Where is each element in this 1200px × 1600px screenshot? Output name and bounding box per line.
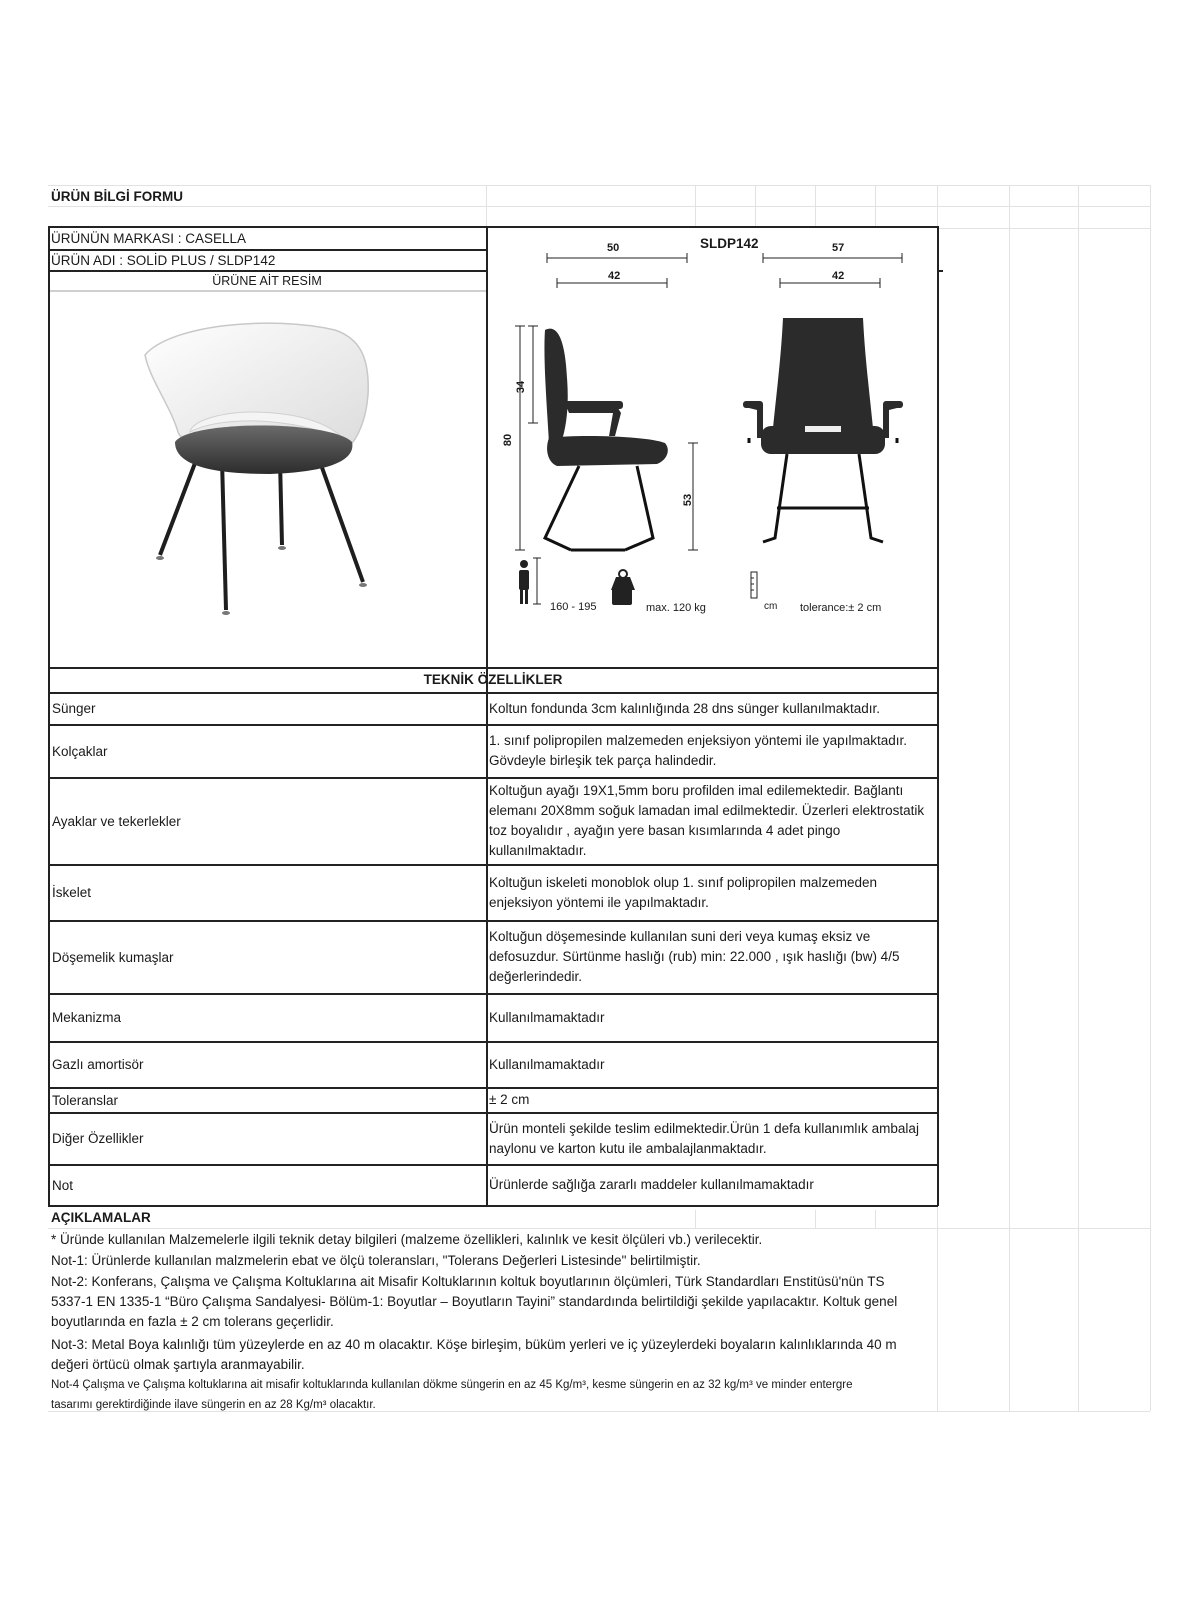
spec-value: Koltuğun ayağı 19X1,5mm boru profilden imal edilemektedir. Bağlantı elemanı 20X8mm soğuk lamadan imal edilmektedir. Üzerleri elektrostatik toz boyalıdır , ayağın yere basan kısımlarında 4 adet pingo kullanılmaktadır. [489, 783, 925, 858]
technical-drawing [487, 238, 937, 658]
weight-icon [611, 570, 635, 605]
spec-label: Döşemelik kumaşlar [52, 949, 174, 965]
spec-value: Ürün monteli şekilde teslim edilmektedir.Ürün 1 defa kullanımlık ambalaj naylonu ve karton kutu ile ambalajlanmaktadır. [489, 1120, 919, 1156]
spec-label: Gazlı amortisör [52, 1057, 144, 1072]
spec-label: Mekanizma [52, 1010, 122, 1025]
spec-label: Diğer Özellikler [52, 1131, 144, 1146]
tolerance-text: tolerance:± 2 cm [800, 602, 882, 614]
spec-label: Ayaklar ve tekerlekler [52, 813, 181, 829]
chair-seat-cushion [175, 426, 352, 475]
spec-label: Toleranslar [52, 1092, 119, 1108]
product-photo [130, 320, 390, 630]
note-2-line-3: boyutlarında en fazla ± 2 cm tolerans geçerlidir. [51, 1314, 334, 1329]
spec-label: Not [52, 1177, 74, 1193]
person-icon [519, 558, 541, 604]
spec-label: Sünger [52, 701, 96, 716]
specs-heading: TEKNİK ÖZELLİKLER [423, 672, 563, 687]
unit-text: cm [764, 601, 778, 612]
note-3-line-1: Not-3: Metal Boya kalınlığı tüm yüzeylerde en az 40 m olacaktır. Köşe birleşim, büküm yerleri ve iç yüzeylerdeki boyaların kalınlıklarında 40 m [51, 1337, 897, 1352]
chair-leg-front-left [222, 460, 226, 610]
dim-inner-left: 42 [608, 270, 621, 282]
notes-heading: AÇIKLAMALAR [51, 1210, 151, 1225]
front-view-chair [743, 318, 903, 542]
max-weight-text: max. 120 kg [646, 602, 706, 614]
spec-value: Koltuğun döşemesinde kullanılan suni deri veya kumaş eksiz ve defosuzdur. Sürtünme haslığı (rub) min: 22.000 , ışık haslığı (bw) 4/5 değerlerindedir. [489, 929, 900, 984]
note-3-line-2: değeri örtücü olmak şartıyla aranmayabilir. [51, 1357, 305, 1372]
model-code: SLDP142 [700, 236, 759, 251]
spec-value: Koltun fondunda 3cm kalınlığında 28 dns sünger kullanılmaktadır. [489, 700, 880, 716]
side-view-chair [544, 329, 667, 550]
dim-seat: 53 [682, 493, 695, 507]
note-star: * Üründe kullanılan Malzemelerle ilgili teknik detay bilgileri (malzeme özellikleri, kalınlık ve kesit ölçüleri vb.) verilecektir. [51, 1232, 763, 1247]
form-title: ÜRÜN BİLGİ FORMU [51, 189, 183, 204]
spec-value: 1. sınıf polipropilen malzemeden enjeksiyon yöntemi ile yapılmaktadır. Gövdeyle birleşik tek parça halindedir. [489, 733, 907, 768]
note-4-line-2: tasarımı gerektirdiğinde ilave süngerin en az 28 Kg/m³ olacaktır. [51, 1399, 376, 1411]
weight-badge: kg [627, 606, 636, 613]
spec-value: Kullanılmamaktadır [489, 1056, 605, 1072]
brand-field: ÜRÜNÜN MARKASI : CASELLA [51, 231, 247, 246]
dim-top-right: 57 [832, 242, 845, 254]
spec-label: İskelet [52, 885, 92, 900]
image-caption: ÜRÜNE AİT RESİM [212, 274, 322, 288]
note-2-line-2: 5337-1 EN 1335-1 “Büro Çalışma Sandalyesi- Bölüm-1: Boyutlar – Boyutların Tayini” standardında belirtildiği şekilde yapılacaktır. Koltuk genel [51, 1294, 898, 1309]
note-2-line-1: Not-2: Konferans, Çalışma ve Çalışma Koltuklarına ait Misafir Koltuklarının koltuk boyutlarının ölçümleri, Türk Standardları Enstitüsü'nün TS [51, 1274, 885, 1289]
note-4-line-1: Not-4 Çalışma ve Çalışma koltuklarına ait misafir koltuklarında kullanılan dökme süngerin en az 45 Kg/m³, kesme süngerin en az 32 kg/m³ ve minder entergre [51, 1379, 853, 1391]
chair-leg-front-right [320, 462, 363, 582]
product-name-field: ÜRÜN ADI : SOLİD PLUS / SLDP142 [51, 253, 276, 268]
ruler-icon [751, 572, 757, 598]
dim-back: 34 [515, 380, 528, 394]
spec-value: ± 2 cm [489, 1092, 530, 1107]
spec-value: Ürünlerde sağlığa zararlı maddeler kullanılmamaktadır [489, 1177, 814, 1192]
spec-value: Koltuğun iskeleti monoblok olup 1. sınıf polipropilen malzemeden enjeksiyon yöntemi ile yapılmaktadır. [489, 874, 877, 910]
spec-value: Kullanılmamaktadır [489, 1009, 605, 1025]
spec-label: Kolçaklar [52, 743, 108, 759]
dim-height: 80 [502, 433, 515, 447]
dim-inner-right: 42 [832, 270, 845, 282]
specs-top-border [48, 667, 938, 669]
dim-top-left: 50 [607, 242, 620, 254]
note-1: Not-1: Ürünlerde kullanılan malzmelerin ebat ve ölçü toleransları, "Tolerans Değerleri Listesinde" belirtilmiştir. [51, 1253, 701, 1268]
chair-leg-back-left [160, 450, 200, 555]
user-height-text: 160 - 195 [550, 601, 597, 613]
